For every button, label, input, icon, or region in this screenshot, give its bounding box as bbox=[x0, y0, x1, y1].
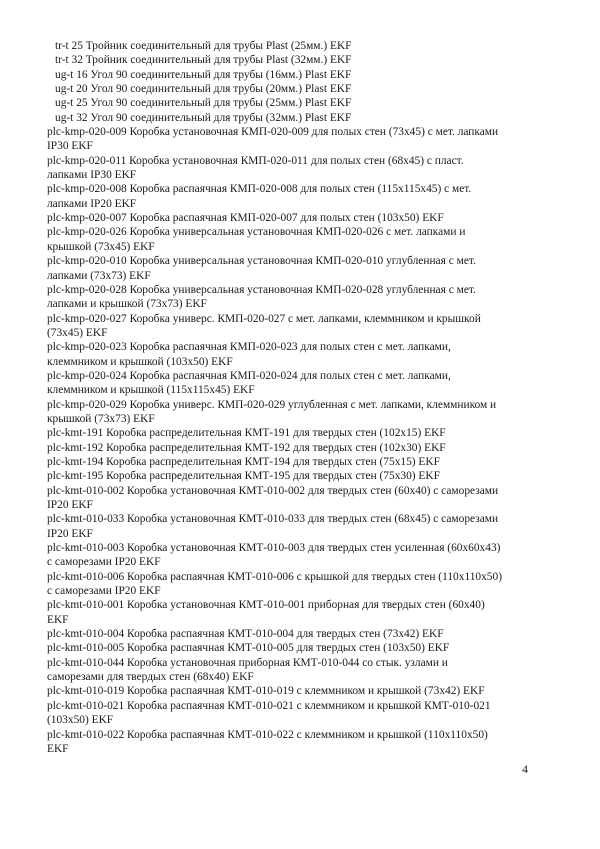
text-line: plc-kmt-010-019 Коробка распаячная КМТ-010-019 с клеммником и крышкой (73x42) EKF bbox=[47, 685, 485, 698]
text-line: tr-t 32 Тройник соединительный для трубы Plast (32мм.) EKF bbox=[55, 54, 352, 67]
text-line: с саморезами IP20 EKF bbox=[47, 556, 161, 569]
text-line: саморезами для твердых стен (68x40) EKF bbox=[47, 671, 254, 684]
text-line: plc-kmt-010-044 Коробка установочная приборная КМТ-010-044 со стык. узлами и bbox=[47, 656, 448, 669]
text-line: с саморезами IP20 EKF bbox=[47, 585, 161, 598]
text-line: plc-kmt-010-022 Коробка распаячная КМТ-010-022 с клеммником и крышкой (110x110x50) bbox=[47, 728, 488, 741]
text-line: IP20 EKF bbox=[47, 499, 93, 511]
text-line: лапками IP20 EKF bbox=[47, 197, 137, 210]
text-line: ug-t 20 Угол 90 соединительный для трубы (20мм.) Plast EKF bbox=[55, 83, 352, 96]
text-line: (73x45) EKF bbox=[47, 326, 108, 339]
text-line: plc-kmt-010-001 Коробка установочная КМТ-010-001 приборная для твердых стен (60x40) bbox=[47, 599, 485, 612]
text-line: plc-kmp-020-023 Коробка распаячная КМП-020-023 для полых стен с мет. лапками, bbox=[47, 341, 451, 354]
text-line: EKF bbox=[47, 742, 69, 755]
text-line: plc-kmt-194 Коробка распределительная КМТ-194 для твердых стен (75x15) EKF bbox=[47, 455, 440, 468]
text-line: plc-kmt-010-005 Коробка распаячная КМТ-010-005 для твердых стен (103x50) EKF bbox=[47, 642, 450, 655]
text-line: лапками и крышкой (73x73) EKF bbox=[47, 298, 207, 311]
text-line: plc-kmt-192 Коробка распределительная КМТ-192 для твердых стен (102x30) EKF bbox=[47, 441, 446, 454]
text-line: plc-kmt-010-003 Коробка установочная КМТ-010-003 для твердых стен усиленная (60x60x43) bbox=[47, 542, 501, 555]
text-line: лапками IP30 EKF bbox=[47, 169, 137, 182]
text-line: ug-t 32 Угол 90 соединительный для трубы (32мм.) Plast EKF bbox=[55, 111, 352, 124]
text-line: plc-kmp-020-009 Коробка установочная КМП-020-009 для полых стен (73x45) с мет. лапками bbox=[47, 126, 499, 139]
text-line: plc-kmt-010-033 Коробка установочная КМТ-010-033 для твердых стен (68x45) с саморезами bbox=[47, 513, 499, 526]
text-line: plc-kmp-020-028 Коробка универсальная установочная КМП-020-028 углубленная с мет. bbox=[47, 283, 476, 296]
text-line: (103x50) EKF bbox=[47, 714, 114, 727]
text-line: plc-kmt-010-021 Коробка распаячная КМТ-010-021 с клеммником и крышкой КМТ-010-021 bbox=[47, 699, 491, 712]
product-list bbox=[47, 39, 567, 756]
text-line: ug-t 16 Угол 90 соединительный для трубы (16мм.) Plast EKF bbox=[55, 68, 352, 81]
text-line: plc-kmp-020-011 Коробка установочная КМП-020-011 для полых стен (68x45) с пласт. bbox=[47, 154, 464, 167]
text-line: клеммником и крышкой (103x50) EKF bbox=[47, 355, 233, 368]
text-line: plc-kmp-020-026 Коробка универсальная установочная КМП-020-026 с мет. лапками и bbox=[47, 226, 466, 239]
text-line: plc-kmp-020-008 Коробка распаячная КМП-020-008 для полых стен (115x115x45) с мет. bbox=[47, 183, 472, 196]
page-number: 4 bbox=[522, 762, 528, 776]
text-line: plc-kmt-010-006 Коробка распаячная КМТ-010-006 с крышкой для твердых стен (110x110x50) bbox=[47, 570, 502, 583]
text-line: plc-kmp-020-024 Коробка распаячная КМП-020-024 для полых стен с мет. лапками, bbox=[47, 369, 451, 382]
text-line: ug-t 25 Угол 90 соединительный для трубы (25мм.) Plast EKF bbox=[55, 97, 352, 110]
text-line: plc-kmt-010-002 Коробка установочная КМТ-010-002 для твердых стен (60x40) с саморезами bbox=[47, 484, 499, 497]
text-line: plc-kmp-020-027 Коробка универс. КМП-020-027 с мет. лапками, клеммником и крышкой bbox=[47, 312, 481, 325]
text-line: крышкой (73x45) EKF bbox=[47, 240, 155, 253]
text-line: plc-kmp-020-007 Коробка распаячная КМП-020-007 для полых стен (103x50) EKF bbox=[47, 212, 444, 225]
text-line: plc-kmp-020-029 Коробка универс. КМП-020-029 углубленная с мет. лапками, клеммником и bbox=[47, 398, 497, 411]
text-line: plc-kmt-010-004 Коробка распаячная КМТ-010-004 для твердых стен (73x42) EKF bbox=[47, 628, 444, 641]
text-line: plc-kmp-020-010 Коробка универсальная установочная КМП-020-010 углубленная с мет. bbox=[47, 255, 476, 268]
text-line: IP30 EKF bbox=[47, 140, 93, 153]
text-line: клеммником и крышкой (115x115x45) EKF bbox=[47, 384, 255, 397]
text-line: EKF bbox=[47, 613, 69, 626]
text-line: plc-kmt-191 Коробка распределительная КМТ-191 для твердых стен (102x15) EKF bbox=[47, 427, 446, 440]
text-line: крышкой (73x73) EKF bbox=[47, 412, 155, 425]
text-line: plc-kmt-195 Коробка распределительная КМТ-195 для твердых стен (75x30) EKF bbox=[47, 470, 440, 483]
text-line: tr-t 25 Тройник соединительный для трубы Plast (25мм.) EKF bbox=[55, 40, 352, 52]
text-line: лапками (73x73) EKF bbox=[47, 269, 151, 282]
text-line: IP20 EKF bbox=[47, 527, 93, 540]
